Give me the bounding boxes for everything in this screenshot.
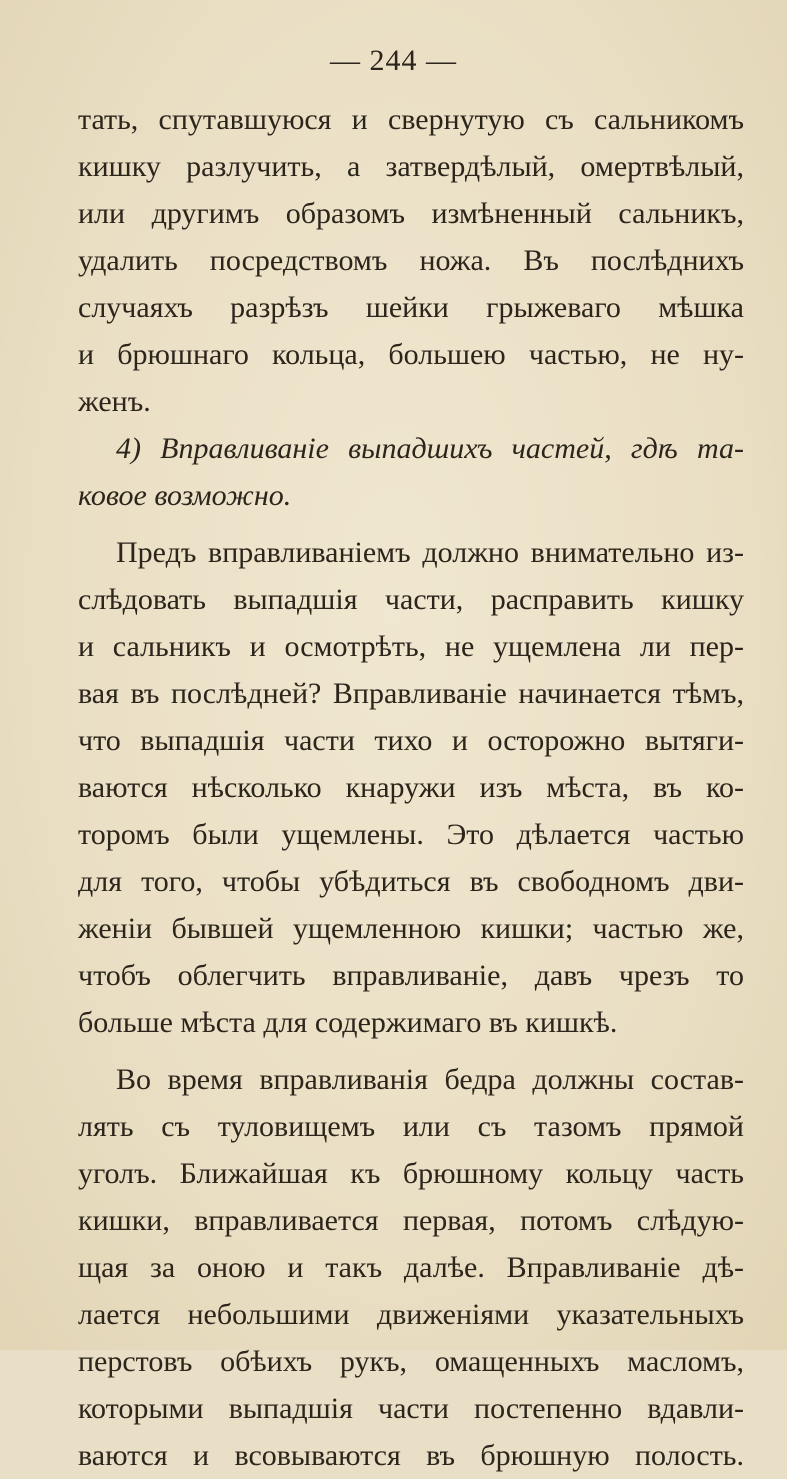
text-line: лается небольшими движеніями указательныхъ <box>78 1298 744 1331</box>
text-line: 4) Вправливаніе выпадшихъ частей, гдѣ та- <box>116 432 744 465</box>
text-line: ваются и всовываются въ брюшную полость. <box>78 1439 744 1472</box>
text-line: щая за оною и такъ далѣе. Вправливаніе дѣ- <box>78 1251 744 1284</box>
text-line: кишку разлучить, а затвердѣлый, омертвѣлый, <box>78 150 744 183</box>
paragraph-gap <box>78 519 744 529</box>
text-line: и брюшнаго кольца, большею частью, не ну- <box>78 338 744 371</box>
text-line: больше мѣста для содержимаго въ кишкѣ. <box>78 1006 618 1039</box>
paragraph-gap <box>78 1046 744 1056</box>
text-line: или другимъ образомъ измѣненный сальникъ, <box>78 197 744 230</box>
text-line: и сальникъ и осмотрѣть, не ущемлена ли пер- <box>78 630 744 663</box>
text-line: что выпадшія части тихо и осторожно вытяги- <box>78 724 744 757</box>
text-line: ковое возможно. <box>78 479 292 512</box>
text-line: Во время вправливанія бедра должны состав- <box>116 1063 744 1096</box>
text-line: удалить посредствомъ ножа. Въ послѣднихъ <box>78 244 744 277</box>
text-line: тать, спутавшуюся и свернутую съ сальникомъ <box>78 103 744 136</box>
paragraph <box>78 529 744 1046</box>
text-line: торомъ были ущемлены. Это дѣлается частью <box>78 818 744 851</box>
text-line: женъ. <box>78 385 151 418</box>
text-line: перстовъ обѣихъ рукъ, омащенныхъ масломъ, <box>78 1345 744 1378</box>
text-line: уголъ. Ближайшая къ брюшному кольцу часть <box>78 1157 744 1190</box>
page-text <box>78 96 744 1479</box>
paragraph <box>78 1056 744 1479</box>
text-line: вая въ послѣдней? Вправливаніе начинается тѣмъ, <box>78 677 744 710</box>
text-line: случаяхъ разрѣзъ шейки грыжеваго мѣшка <box>78 291 744 324</box>
text-line: для того, чтобы убѣдиться въ свободномъ дви- <box>78 865 744 898</box>
text-line: слѣдовать выпадшія части, расправить кишку <box>78 583 744 616</box>
text-line: кишки, вправливается первая, потомъ слѣдую- <box>78 1204 744 1237</box>
text-line: Предъ вправливаніемъ должно внимательно из- <box>116 536 744 569</box>
section-heading <box>78 425 744 519</box>
text-line: ваются нѣсколько кнаружи изъ мѣста, въ ко- <box>78 771 744 804</box>
text-line: женіи бывшей ущемленною кишки; частью же, <box>78 912 744 945</box>
text-line: которыми выпадшія части постепенно вдавли- <box>78 1392 744 1425</box>
text-line: чтобъ облегчить вправливаніе, давъ чрезъ то <box>78 959 744 992</box>
paragraph <box>78 96 744 425</box>
page-number: — 244 — <box>330 44 457 77</box>
text-line: лять съ туловищемъ или съ тазомъ прямой <box>78 1110 744 1143</box>
